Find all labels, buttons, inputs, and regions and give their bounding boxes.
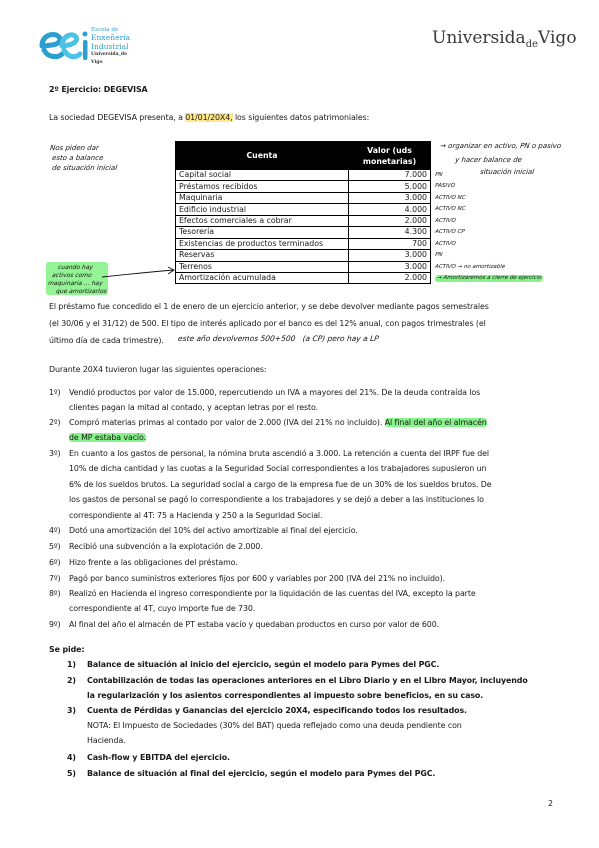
- request-note: Hacienda.: [87, 736, 126, 745]
- request-item: 2) Contabilización de todas las operaciones anteriores en el Libro Diario y en el Libro Mayor, incluyendo la regularización y los asientos correspondientes al impuesto sobre beneficios, en su caso.: [67, 676, 528, 700]
- school-logo: [38, 26, 138, 66]
- eei-logo-icon: [38, 28, 90, 62]
- request-item: 3) Cuenta de Pérdidas y Ganancias del ejercicio 20X4, especificando todos los resultados. NOTA: El Impuesto de Sociedades (30% del BAT) queda reflejado como una deuda pendiente con Hacienda.: [67, 703, 557, 748]
- annotation-left-low-2: activos como: [51, 272, 93, 279]
- operations-intro: Durante 20X4 tuvieron lugar las siguientes operaciones:: [49, 365, 267, 374]
- row-note: ACTIVO → no amortizable: [434, 264, 506, 270]
- annotation-right-2: y hacer balance de: [454, 156, 523, 164]
- operation-item: 6º) Hizo frente a las obligaciones del préstamo.: [49, 558, 238, 567]
- table-header-row: [176, 142, 431, 170]
- table-row: Capital social 7.000: [176, 170, 431, 181]
- table-row: Reservas 3.000: [176, 250, 431, 261]
- row-note: ACTIVO: [434, 218, 457, 224]
- annotation-left-2: esto a balance: [51, 154, 104, 162]
- table-row: Préstamos recibidos 5.000: [176, 181, 431, 192]
- annotation-left-1: Nos piden dar: [49, 144, 100, 152]
- annotation-left-3: de situación inicial: [51, 164, 118, 172]
- annotation-left-low-4: que amortizarlos: [55, 288, 108, 295]
- operation-item: 7º) Pagó por banco suministros exteriores fijos por 600 y variables por 200 (IVA del 21% no incluido).: [49, 574, 445, 583]
- row-note: ACTIVO NC: [434, 195, 466, 201]
- exercise-title: 2º Ejercicio: DEGEVISA: [49, 85, 148, 94]
- table-row: Efectos comerciales a cobrar 2.000: [176, 215, 431, 226]
- arrow-icon: [100, 266, 176, 280]
- annotation-left-low-1: cuando hay: [57, 264, 94, 271]
- university-logo: Universida$_{de}$Vigo: [432, 28, 577, 50]
- loan-paragraph-line-2: (el 30/06 y el 31/12) de 500. El tipo de interés aplicado por el banco es del 12% anual, con pagos trimestrales (el: [49, 319, 486, 328]
- row-note: ACTIVO NC: [434, 206, 466, 212]
- intro-date: 01/01/20X4,: [185, 113, 233, 122]
- highlighted-text: de MP estaba vacío.: [69, 433, 147, 442]
- table-row: Maquinaria 3.000: [176, 192, 431, 203]
- table-row: Amortización acumulada 2.000: [176, 272, 431, 283]
- annotation-left-low-3: maquinaria ... hay: [47, 280, 104, 287]
- loan-paragraph-line-1: El préstamo fue concedido el 1 de enero de un ejercicio anterior, y se debe devolver mediante pagos semestrales: [49, 302, 489, 311]
- request-item: 1) Balance de situación al inicio del ejercicio, según el modelo para Pymes del PGC.: [67, 660, 440, 669]
- annotation-loan: este año devolvemos 500+500 (a CP) pero hay a LP: [177, 334, 380, 343]
- operation-item: 4º) Dotó una amortización del 10% del activo amortizable al final del ejercicio.: [49, 526, 358, 535]
- page-number: 2: [548, 799, 553, 808]
- school-logo-text: Escola de Enxeñería Industrial Universida_de Vigo: [91, 27, 131, 66]
- row-note-highlighted: → Amortizaremos a cierre de ejercicio: [435, 275, 544, 282]
- operation-item: 5º) Recibió una subvención a la explotación de 2.000.: [49, 542, 263, 551]
- table-row: Terrenos 3.000: [176, 261, 431, 272]
- highlighted-text: Al final del año el almacén: [384, 418, 487, 427]
- operation-item: 9º) Al final del año el almacén de PT estaba vacío y quedaban productos en curso por valor de 600.: [49, 620, 440, 629]
- annotation-right-1: → organizar en activo, PN o pasivo: [439, 142, 562, 150]
- loan-paragraph-line-3: último día de cada trimestre).: [49, 336, 164, 345]
- exercise-intro: La sociedad DEGEVISA presenta, a 01/01/20X4, los siguientes datos patrimoniales:: [49, 113, 370, 122]
- table-row: Edificio industrial 4.000: [176, 204, 431, 215]
- column-header-value: Valor (uds monetarias): [349, 142, 431, 170]
- operation-item: 1º) Vendió productos por valor de 15.000, repercutiendo un IVA a mayores del 21%. De la deuda contraída los clientes pagan la mitad al contado, y aceptan letras por el resto.: [49, 388, 481, 412]
- operation-item: 3º) En cuanto a los gastos de personal, la nómina bruta ascendió a 3.000. La retención a cuenta del IRPF fue del 10% de dicha cantidad y las cuotas a la Seguridad Social correspondientes a los trabajadores supusieron un 6% de los sueldos brutos. La seguridad social a cargo de la empresa fue de un 30% de los sueldos brutos. De los gastos de personal se pagó lo correspondiente a los trabajadores y se dejó a deber a las instituciones lo correspondiente al 4T: 75 a Hacienda y 250 a la Seguridad Social.: [49, 449, 492, 520]
- request-item: 5) Balance de situación al final del ejercicio, según el modelo para Pymes del PGC.: [67, 769, 436, 778]
- column-header-account: Cuenta: [176, 142, 349, 170]
- operation-item: 8º) Realizó en Hacienda el ingreso correspondiente por la liquidación de las cuentas del IVA, excepto la parte correspondiente al 4T, cuyo importe fue de 730.: [49, 589, 476, 613]
- operation-item: 2º) Compró materias primas al contado por valor de 2.000 (IVA del 21% no incluido). Al final del año el almacén de MP estaba vacío.: [49, 418, 487, 442]
- request-note: NOTA: El Impuesto de Sociedades (30% del BAT) queda reflejado como una deuda pendiente con: [87, 721, 462, 730]
- row-note: ACTIVO: [434, 241, 457, 247]
- table-row: Tesorería 4.300: [176, 227, 431, 238]
- row-note: PASIVO: [434, 183, 456, 189]
- request-item: 4) Cash-flow y EBITDA del ejercicio.: [67, 753, 230, 762]
- row-note: PN: [434, 172, 443, 178]
- row-note: ACTIVO CP: [434, 229, 465, 235]
- annotation-right-3: situación inicial: [479, 168, 535, 176]
- requests-title: Se pide:: [49, 645, 85, 654]
- row-note: PN: [434, 252, 443, 258]
- table-row: Existencias de productos terminados 700: [176, 238, 431, 249]
- patrimonial-data-table: [175, 141, 431, 284]
